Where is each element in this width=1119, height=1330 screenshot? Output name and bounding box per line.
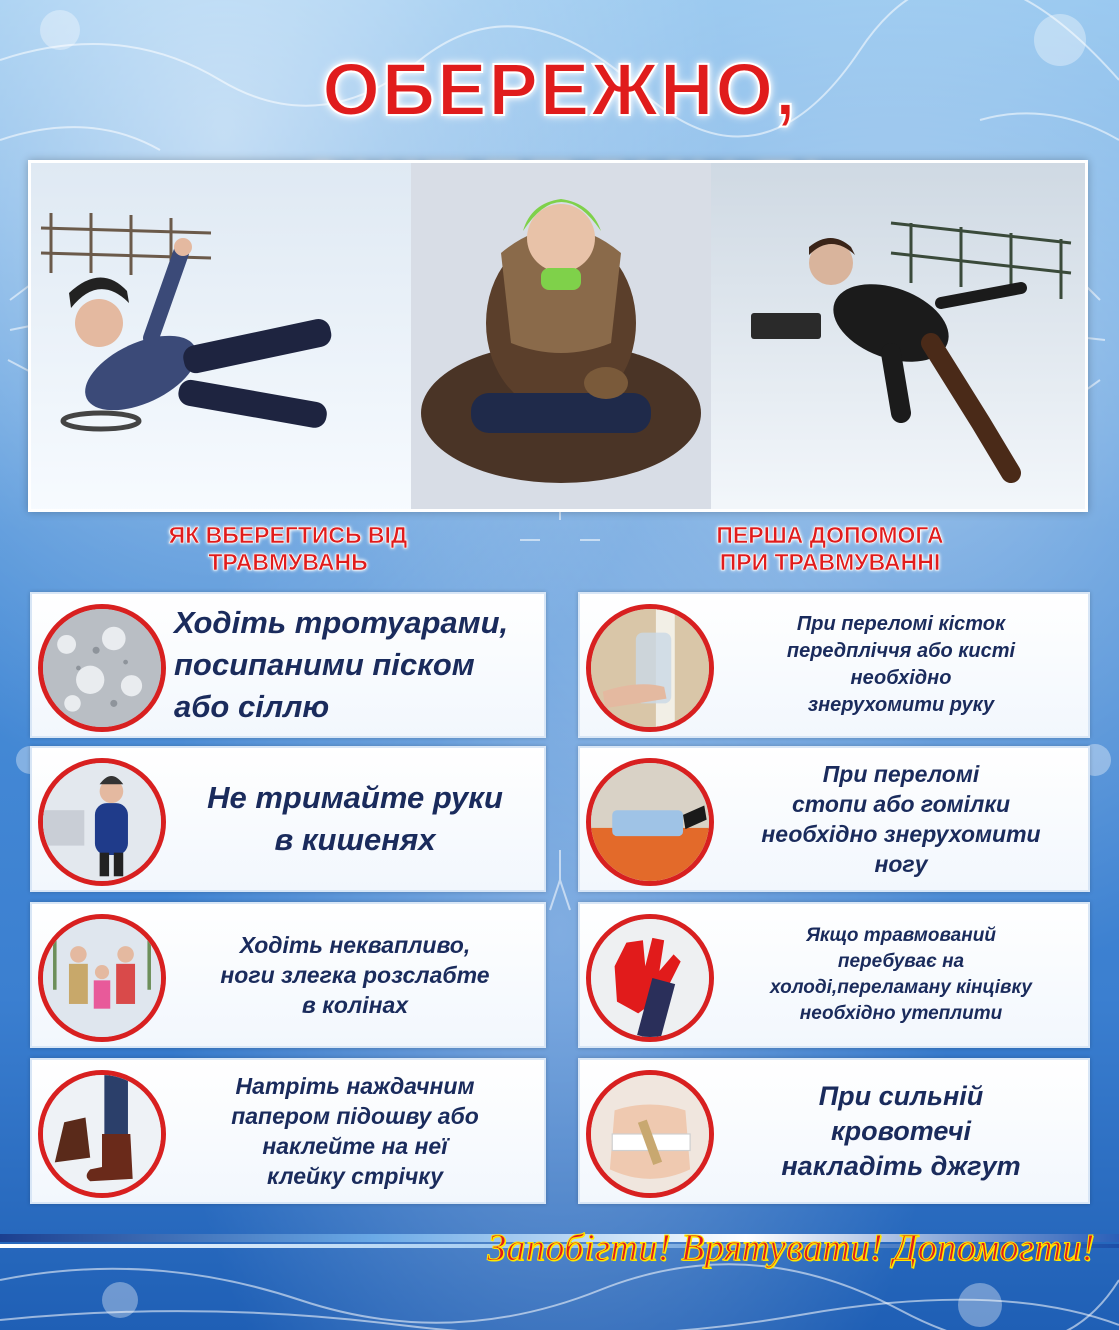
first-aid-2-line1: При переломі — [822, 761, 980, 787]
salted-ice-photo-icon — [38, 604, 166, 732]
first-aid-1-line2: передпліччя або кисті — [786, 640, 1016, 662]
prevention-4-line3: наклейте на неї — [262, 1133, 448, 1159]
salted-ice-illustration — [43, 609, 161, 727]
prevention-2-line2: в кишенях — [274, 822, 436, 857]
footer-slogan: Запобігти! Врятувати! Допомогти! — [487, 1227, 1095, 1269]
prevention-3-line3: в колінах — [301, 992, 409, 1018]
prevention-1-line1: Ходіть тротуарами, — [174, 605, 509, 640]
first-aid-4-line2: кровотечі — [830, 1115, 972, 1146]
first-aid-text-4 — [722, 1068, 1080, 1194]
first-aid-3-line3: холоді,переламану кінцівку — [770, 977, 1032, 998]
prevention-text-1 — [174, 602, 536, 728]
first-aid-card-1 — [578, 592, 1090, 738]
prevention-3-line1: Ходіть неквапливо, — [239, 932, 471, 958]
prevention-card-3 — [30, 902, 546, 1048]
red-glove-photo-icon — [586, 914, 714, 1042]
prevention-heading — [118, 522, 458, 582]
first-aid-1-line4: знерухомити руку — [807, 694, 995, 716]
prevention-text-3 — [174, 912, 536, 1038]
woman-walking-illustration — [43, 763, 161, 881]
first-aid-heading — [660, 522, 1000, 582]
prevention-text-4 — [174, 1068, 536, 1194]
first-aid-heading-line1: ПЕРША ДОПОМОГА — [716, 522, 944, 548]
red-glove-illustration — [591, 919, 709, 1037]
first-aid-3-line1: Якщо травмований — [806, 925, 996, 946]
first-aid-3-line4: необхідно утеплити — [799, 1003, 1003, 1024]
prevention-1-line3: або сіллю — [174, 689, 330, 724]
prevention-2-line1: Не тримайте руки — [207, 780, 503, 815]
family-walking-illustration — [43, 919, 161, 1037]
first-aid-card-2 — [578, 746, 1090, 892]
poster-title: ОБЕРЕЖНО, — [322, 48, 798, 131]
first-aid-heading-line2: ПРИ ТРАВМУВАННІ — [719, 549, 941, 575]
prevention-4-line1: Натріть наждачним — [235, 1073, 475, 1099]
prevention-4-line4: клейку стрічку — [266, 1163, 443, 1189]
prevention-heading-line2: ТРАВМУВАНЬ — [208, 549, 368, 575]
leg-splint-illustration — [591, 763, 709, 881]
first-aid-1-line1: При переломі кісток — [796, 613, 1006, 635]
prevention-card-1 — [30, 592, 546, 738]
tourniquet-illustration — [591, 1075, 709, 1193]
first-aid-3-line2: перебуває на — [837, 951, 965, 972]
first-aid-card-4 — [578, 1058, 1090, 1204]
leg-splint-photo-icon — [586, 758, 714, 886]
arm-splint-illustration — [591, 609, 709, 727]
first-aid-4-line3: накладіть джгут — [781, 1150, 1021, 1181]
first-aid-4-line1: При сильній — [818, 1080, 984, 1111]
family-walking-photo-icon — [38, 914, 166, 1042]
photo-collage-illustration — [31, 163, 1088, 512]
prevention-1-line2: посипаними піском — [174, 647, 475, 682]
winter-boots-photo-icon — [38, 1070, 166, 1198]
prevention-4-line2: папером підошву або — [231, 1103, 479, 1129]
tourniquet-photo-icon — [586, 1070, 714, 1198]
first-aid-2-line4: ногу — [874, 851, 928, 877]
prevention-text-2 — [174, 756, 536, 882]
first-aid-text-3 — [722, 912, 1080, 1038]
first-aid-2-line2: стопи або гомілки — [791, 791, 1011, 817]
photo-collage — [28, 160, 1088, 512]
prevention-heading-line1: ЯК ВБЕРЕГТИСЬ ВІД — [168, 522, 408, 548]
winter-boots-illustration — [43, 1075, 161, 1193]
first-aid-card-3 — [578, 902, 1090, 1048]
prevention-card-4 — [30, 1058, 546, 1204]
first-aid-text-2 — [722, 756, 1080, 882]
woman-walking-snow-photo-icon — [38, 758, 166, 886]
arm-splint-photo-icon — [586, 604, 714, 732]
first-aid-1-line3: необхідно — [850, 667, 952, 689]
first-aid-2-line3: необхідно знерухомити — [761, 821, 1041, 847]
first-aid-text-1 — [722, 602, 1080, 728]
prevention-3-line2: ноги злегка розслабте — [220, 962, 490, 988]
prevention-card-2 — [30, 746, 546, 892]
